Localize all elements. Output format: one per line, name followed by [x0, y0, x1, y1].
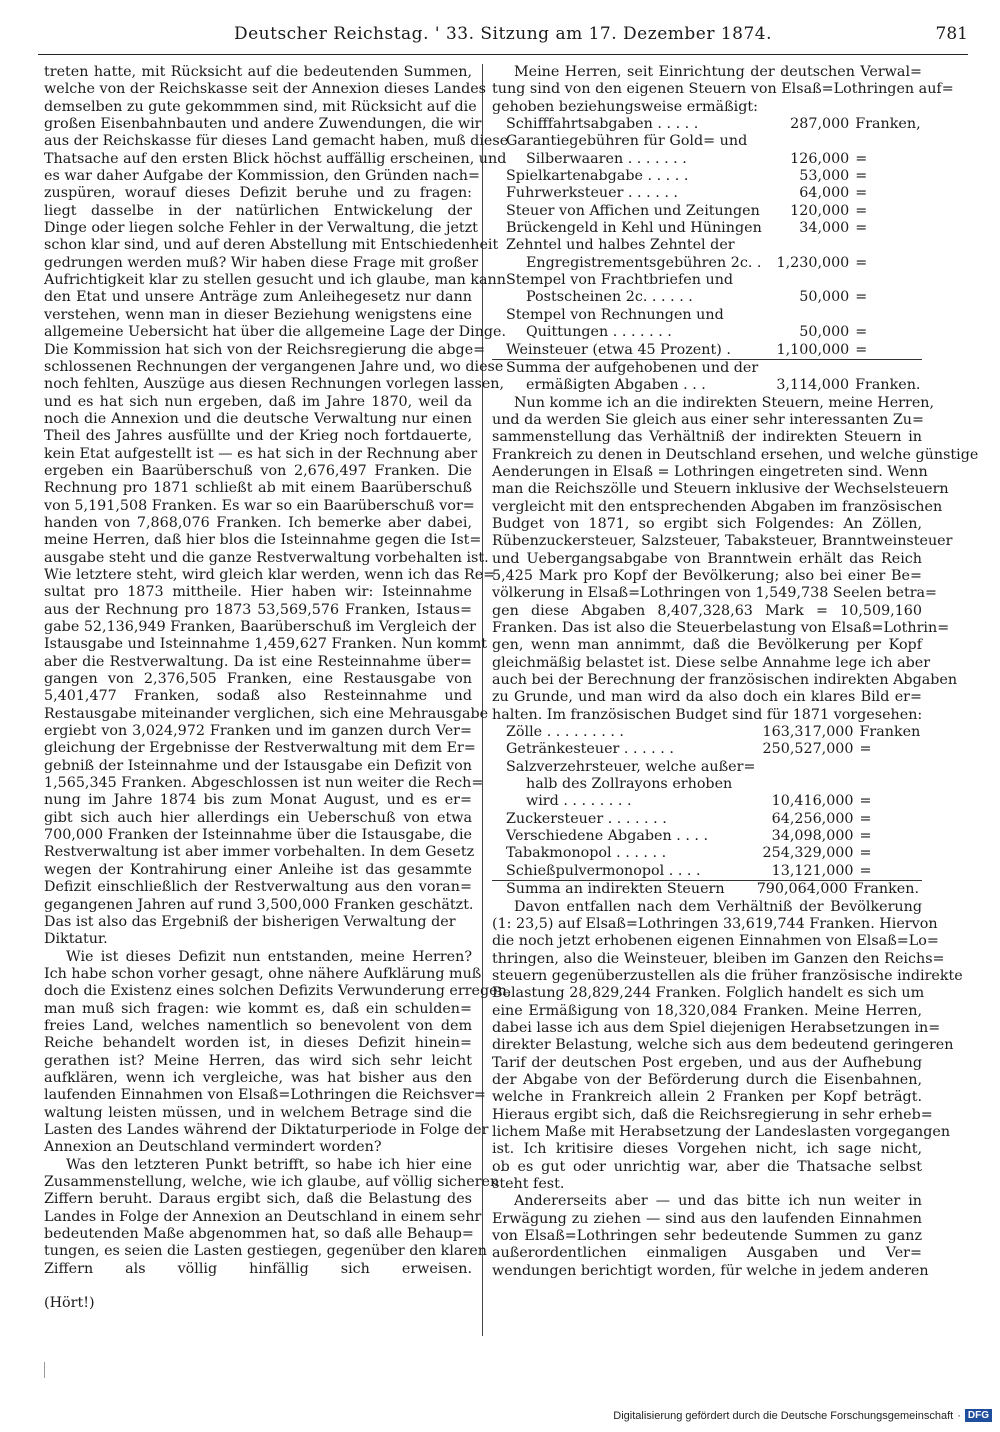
tax-unit: =	[859, 793, 872, 810]
text-line: eine Ermäßigung von 18,320,084 Franken. Meine Herren,	[492, 1002, 922, 1019]
text-line: ist. Ich kritisire dieses Vorgehen nicht, ich sage nicht,	[492, 1141, 922, 1158]
tax-amount: 64,256,000	[771, 810, 854, 827]
text-line: Ich habe schon vorher gesagt, ohne nähere Aufklärung muß	[44, 965, 482, 982]
tax-amount	[759, 776, 853, 793]
text-line: Restverwaltung ist aber immer vorbehalten. In dem Gesetz	[44, 844, 475, 861]
text-line: gerathen ist? Meine Herren, das wird sich sehr leicht	[44, 1052, 472, 1069]
tax-label: Schießpulvermonopol . . . .	[506, 862, 701, 879]
text-line: (Hört!)	[44, 1295, 95, 1312]
text-line: gehoben beziehungsweise ermäßigt:	[492, 98, 758, 115]
text-line: gleichung der Ergebnisse der Restverwaltung mit dem Er=	[44, 740, 476, 757]
text-line: aus der Reichskasse für dieses Land gemacht haben, muß diese	[44, 133, 509, 150]
dfg-logo: DFG	[965, 1409, 992, 1422]
text-line: gegangenen Jahren auf rund 3,500,000 Franken geschätzt.	[44, 896, 474, 913]
text-line: vergleicht mit den entsprechenden Abgaben im französischen	[492, 498, 943, 515]
text-line: dabei lasse ich aus dem Spiel diejenigen Herabsetzungen in=	[492, 1019, 941, 1036]
right-intro	[492, 64, 954, 116]
tax-row	[492, 237, 922, 254]
text-line: halten. Im französischen Budget sind für 1871 vorgesehen:	[492, 706, 923, 723]
french-sum-table	[492, 880, 922, 898]
tax-label: Steuer von Affichen und Zeitungen	[506, 202, 760, 219]
tax-label: Summa der aufgehobenen und der	[492, 359, 764, 377]
tax-row	[492, 741, 922, 758]
text-line: ergeben ein Baarüberschuß von 2,676,497 Franken. Die	[44, 462, 472, 479]
text-line: kein Etat aufgestellt ist — es hat sich in der Rechnung aber	[44, 445, 478, 462]
tax-label: Stempel von Frachtbriefen und	[506, 272, 734, 289]
tax-row	[492, 185, 922, 202]
text-line: Lasten des Landes während der Diktaturperiode in Folge der	[44, 1121, 489, 1138]
tax-unit: =	[859, 862, 872, 879]
tax-row	[492, 377, 922, 394]
text-line: und es hat sich nun ergeben, daß im Jahre 1870, weil da	[44, 393, 472, 410]
text-line: und da werden Sie gleich aus einer sehr interessanten Zu=	[492, 411, 924, 428]
tax-label: Brückengeld in Kehl und Hüningen	[506, 220, 762, 237]
text-line: waltung leisten müssen, und in welchem Betrage sind die	[44, 1104, 472, 1121]
tax-unit: =	[855, 202, 868, 219]
tax-amount	[759, 759, 853, 776]
tax-row	[492, 324, 922, 341]
text-line: Andererseits aber — und das bitte ich nun weiter in	[514, 1193, 922, 1210]
text-line: Belastung 28,829,244 Franken. Folglich handelt es sich um	[492, 985, 925, 1002]
tax-label: Fuhrwerksteuer . . . . . .	[506, 185, 678, 202]
text-line: tungen, es seien die Lasten gestiegen, gegenüber den klaren	[44, 1243, 487, 1260]
tax-unit: =	[855, 220, 868, 237]
text-line: allgemeine Uebersicht hat über die allgemeine Lage der Dinge.	[44, 324, 507, 341]
text-line: Reiche behandelt worden ist, in dieses Defizit hinein=	[44, 1035, 472, 1052]
text-line: Meine Herren, seit Einrichtung der deutschen Verwal=	[514, 64, 922, 80]
text-line: gen diese Abgaben 8,407,328,63 Mark = 10,509,160	[492, 602, 922, 619]
text-line: gleichmäßig belastet ist. Diese selbe Annahme lege ich aber	[492, 654, 931, 671]
tax-label: Engregistrementsgebühren 2c. .	[526, 254, 762, 271]
text-line: Landes in Folge der Annexion an Deutschland in einem sehr	[44, 1208, 482, 1225]
text-line: (1: 23,5) auf Elsaß=Lothringen 33,619,744 Franken. Hiervon	[492, 915, 938, 932]
abolished-sum-table	[492, 359, 922, 395]
tax-row	[492, 845, 922, 862]
tax-label: Postscheinen 2c. . . . . .	[526, 289, 693, 306]
tax-row	[492, 220, 922, 237]
text-line: man die Reichszölle und Steuern inklusive der Wechselsteuern	[492, 481, 949, 498]
text-line: gangen von 2,376,505 Franken, eine Restausgabe von	[44, 671, 472, 688]
text-line: wegen der Kontrahirung einer Anleihe ist das gesammte	[44, 861, 472, 878]
tax-label: Quittungen . . . . . . .	[526, 324, 672, 341]
text-line: gabe 52,136,949 Franken, Baarüberschuß im Vergleich der	[44, 619, 476, 635]
tax-amount: 287,000	[790, 116, 850, 133]
tax-unit: =	[855, 289, 868, 306]
text-line: Franken. Das ist also die Steuerbelastung von Elsaß=Lothrin=	[492, 620, 950, 636]
tax-row	[492, 203, 922, 220]
text-line: schlossenen Rechnungen der vergangenen Jahre und, wo diese	[44, 358, 504, 375]
text-line: zu Grunde, und man wird da also doch ein klares Bild er=	[492, 689, 922, 706]
tax-amount: 34,000	[799, 220, 850, 237]
tax-unit	[849, 272, 922, 289]
text-line: Aenderungen in Elsaß = Lothringen eingetreten sind. Wenn	[492, 463, 928, 480]
running-title: Deutscher Reichstag. ' 33. Sitzung am 17. Dezember 1874.	[233, 24, 773, 44]
text-line: und Uebergangsabgabe von Branntwein erhält das Reich	[492, 550, 922, 567]
footer	[613, 1409, 992, 1422]
tax-amount	[764, 359, 849, 377]
text-line: von Elsaß=Lothringen sehr bedeutende Summen zu ganz	[492, 1228, 922, 1245]
text-line: bedeutenden Maße abgenommen hat, so daß alle Behaup=	[44, 1226, 474, 1243]
page-header	[38, 20, 968, 55]
text-line: steht fest.	[492, 1176, 565, 1192]
tax-amount: 126,000	[790, 150, 850, 167]
tax-label: Getränkesteuer . . . . . .	[506, 741, 674, 758]
text-line: man muß sich fragen: wie kommt es, daß ein schulden=	[44, 1000, 472, 1017]
text-line: handen von 7,868,076 Franken. Ich bemerke aber dabei,	[44, 514, 472, 531]
tax-amount	[766, 237, 849, 254]
text-line: Was den letzteren Punkt betrifft, so habe ich hier eine	[66, 1156, 472, 1173]
tax-row	[492, 151, 922, 168]
text-line: Budget von 1871, so ergibt sich Folgendes: An Zöllen,	[492, 515, 922, 532]
text-line: Tarif der deutschen Post ergeben, und aus der Aufhebung	[492, 1054, 922, 1071]
text-line: 1,565,345 Franken. Abgeschlossen ist nun weiter die Rech=	[44, 775, 484, 792]
tax-amount: 120,000	[790, 202, 850, 219]
text-line: Rechnung pro 1871 schließt ab mit einem Baarüberschuß	[44, 480, 472, 497]
right-middle-text	[492, 394, 979, 725]
text-line: Dinge oder liegen solche Fehler in der Verwaltung, die jetzt	[44, 220, 478, 237]
text-line: Ziffern beruht. Daraus ergibt sich, daß die Belastung des	[44, 1191, 472, 1208]
tax-row	[492, 724, 922, 741]
sum-unit: Franken.	[848, 881, 922, 899]
text-line: aus der Rechnung pro 1873 53,569,576 Franken, Istaus=	[44, 601, 472, 618]
tax-unit: =	[855, 185, 868, 202]
tax-label: Spielkartenabgabe . . . . .	[506, 168, 689, 185]
text-line: den Etat und unsere Anträge zum Anleihegesetz nur dann	[44, 289, 472, 306]
tax-unit	[854, 759, 922, 776]
tax-label: Tabakmonopol . . . . . .	[506, 845, 667, 862]
tax-label: Zuckersteuer . . . . . . .	[506, 810, 667, 827]
text-line: völkerung in Elsaß=Lothringen von 1,549,738 Seelen betra=	[492, 585, 938, 602]
text-line: demselben zu gute gekommmen sind, mit Rücksicht auf die	[44, 98, 477, 115]
text-line: Restausgabe miteinander verglichen, sich eine Mehrausgabe	[44, 705, 489, 722]
text-line: Theil des Jahres ausfüllte und der Krieg noch fortdauerte,	[44, 428, 472, 445]
text-line: die noch jetzt erhobenen eigenen Einnahmen von Elsaß=Lo=	[492, 933, 939, 950]
abolished-taxes-table	[492, 116, 922, 359]
text-line: noch die Annexion und die deutsche Verwaltung nur einen	[44, 410, 472, 427]
text-line: gibt sich auch hier allerdings ein Ueberschuß von etwa	[44, 809, 472, 826]
tax-amount: 53,000	[799, 168, 850, 185]
tax-amount: 1,100,000	[776, 341, 850, 358]
text-line: 700,000 Franken der Isteinnahme über die Istausgabe, die	[44, 827, 472, 844]
footer-text: Digitalisierung gefördert durch die Deutsche Forschungsgemeinschaft	[613, 1409, 954, 1422]
text-line: gedrungen werden muß? Wir haben diese Frage mit großer	[44, 254, 479, 271]
text-line: direkter Belastung, welche sich aus dem bedeutend geringeren	[492, 1037, 954, 1054]
text-line: der Abgabe von der Beförderung durch die Eisenbahnen,	[492, 1071, 922, 1088]
text-line: Thatsache auf den ersten Blick höchst auffällig erscheinen, und	[44, 150, 507, 167]
tax-label: Salzverzehrsteuer, welche außer=	[506, 758, 756, 775]
margin-mark	[44, 1362, 45, 1378]
text-line: lichem Maße mit Herabsetzung der Landeslasten vorgegangen	[492, 1123, 951, 1140]
text-line: nung im Jahre 1874 bis zum Monat August, und es er=	[44, 792, 472, 809]
text-line: aber die Restverwaltung. Da ist eine Resteinnahme über=	[44, 653, 472, 670]
tax-unit: =	[859, 810, 872, 827]
text-line: noch fehlten, Auszüge aus diesen Rechnungen vorlegen lassen,	[44, 376, 505, 393]
page-number: 781	[935, 24, 968, 44]
tax-row	[492, 776, 922, 793]
text-line: ergiebt von 3,024,972 Franken und im ganzen durch Ver=	[44, 723, 472, 740]
text-line: Davon entfallen nach dem Verhältniß der Bevölkerung	[514, 898, 922, 915]
text-line: Hieraus ergibt sich, daß die Reichsregierung in sehr erheb=	[492, 1106, 933, 1123]
tax-row	[492, 289, 922, 306]
text-line: welche von der Reichskasse seit der Annexion dieses Landes	[44, 81, 487, 98]
column-divider	[482, 64, 483, 1336]
tax-unit	[849, 307, 922, 324]
tax-unit: =	[855, 324, 868, 341]
text-line: freies Land, welches namentlich so benevolent von dem	[44, 1017, 472, 1034]
sum-amount: 790,064,000	[745, 881, 848, 899]
text-line: thringen, also die Weinsteuer, bleiben im Ganzen den Reichs=	[492, 950, 945, 967]
text-line: 5,401,477 Franken, sodaß also Resteinnahme und	[44, 688, 472, 705]
tax-amount: 3,114,000	[776, 377, 850, 394]
tax-label: wird . . . . . . . .	[526, 793, 632, 810]
tax-unit	[854, 776, 922, 793]
text-line: wendungen berichtigt worden, für welche in jedem anderen	[492, 1262, 929, 1279]
tax-row	[492, 272, 922, 289]
tax-row	[492, 116, 922, 133]
tax-label: ermäßigten Abgaben . . .	[526, 377, 706, 394]
tax-amount: 10,416,000	[771, 793, 854, 810]
text-line: Aufrichtigkeit klar zu stellen gesucht und ich glaube, man kann	[44, 272, 506, 289]
tax-unit: =	[855, 254, 868, 271]
text-line: treten hatte, mit Rücksicht auf die bedeutenden Summen,	[44, 64, 472, 80]
tax-label: Garantiegebühren für Gold= und	[506, 133, 748, 150]
tax-row	[492, 759, 922, 776]
text-line: ob es gut oder unrichtig war, aber die Thatsache selbst	[492, 1158, 922, 1175]
text-line: Annexion an Deutschland vermindert worden?	[44, 1139, 382, 1156]
text-line: sultat pro 1873 mittheile. Hier haben wir: Isteinnahme	[44, 584, 472, 601]
tax-amount: 50,000	[799, 289, 850, 306]
text-line: aufklären, wenn ich vergleiche, was hat bisher aus den	[44, 1069, 472, 1086]
text-line: Istausgabe und Isteinnahme 1,459,627 Franken. Nun kommt	[44, 636, 488, 653]
tax-row	[492, 359, 922, 377]
tax-row	[492, 133, 922, 150]
tax-unit: =	[859, 741, 872, 758]
tax-amount: 1,230,000	[776, 254, 850, 271]
tax-amount: 13,121,000	[771, 862, 854, 879]
tax-amount: 64,000	[799, 185, 850, 202]
text-line	[44, 1278, 472, 1295]
right-column	[492, 64, 979, 1280]
text-line: Ziffern als völlig hinfällig sich erweisen.	[44, 1260, 472, 1277]
text-line: Das ist also das Ergebniß der bisherigen Verwaltung der	[44, 913, 456, 930]
text-line: zuspüren, worauf dieses Defizit beruhe und zu fragen:	[44, 185, 472, 202]
tax-row	[492, 863, 922, 880]
text-line: außerordentlichen einmaligen Ausgaben und Ver=	[492, 1245, 922, 1262]
tax-row	[492, 828, 922, 845]
text-line: Defizit einschließlich der Restverwaltung aus den voran=	[44, 879, 472, 896]
text-line: doch die Existenz eines solchen Defizits Verwunderung erregen,	[44, 983, 512, 1000]
text-line: gebniß der Isteinnahme und der Istausgabe ein Defizit von	[44, 757, 472, 774]
tax-unit: =	[855, 168, 868, 185]
tax-label: Verschiedene Abgaben . . . .	[506, 828, 709, 845]
tax-label: Zehntel und halbes Zehntel der	[506, 237, 735, 254]
text-line: Diktatur.	[44, 931, 108, 948]
tax-amount	[766, 307, 849, 324]
text-line: schon klar sind, und auf deren Abstellung mit Entschiedenheit	[44, 237, 499, 254]
text-line: Rübenzuckersteuer, Salzsteuer, Tabaksteuer, Branntweinsteuer	[492, 533, 953, 550]
text-line: es war daher Aufgabe der Kommission, den Gründen nach=	[44, 168, 480, 185]
tax-label: Stempel von Rechnungen und	[506, 306, 724, 323]
tax-unit: Franken.	[855, 377, 921, 394]
tax-unit: =	[859, 845, 872, 862]
text-line: Nun komme ich an die indirekten Steuern, meine Herren,	[514, 394, 935, 411]
tax-unit: =	[855, 150, 868, 167]
tax-amount: 254,329,000	[762, 845, 854, 862]
text-line: welche in Frankreich allein 2 Franken per Kopf beträgt.	[492, 1089, 922, 1106]
text-line: steuern gegenüberzustellen als die früher französische indirekte	[492, 967, 963, 984]
tax-amount: 50,000	[799, 324, 850, 341]
tax-unit	[849, 133, 922, 150]
text-line: tung sind von den eigenen Steuern von Elsaß=Lothringen auf=	[492, 81, 954, 98]
tax-label: Silberwaaren . . . . . . .	[526, 150, 687, 167]
tax-amount: 250,527,000	[762, 741, 854, 758]
tax-unit	[849, 237, 922, 254]
text-line: Die Kommission hat sich von der Reichsregierung die abge=	[44, 341, 486, 358]
text-line: gen, wenn man annimmt, daß die Bevölkerung per Kopf	[492, 637, 922, 654]
tax-unit: Franken	[859, 724, 921, 741]
tax-row	[492, 168, 922, 185]
tax-amount: 163,317,000	[762, 724, 854, 741]
tax-row	[492, 307, 922, 324]
footer-separator: ·	[957, 1409, 961, 1422]
text-line: Zusammenstellung, welche, wie ich glaube, auf völlig sicheren	[44, 1174, 500, 1190]
french-taxes-table	[492, 724, 922, 880]
tax-amount: 34,098,000	[771, 828, 854, 845]
text-line: Frankreich zu denen in Deutschland ersehen, und welche günstige	[492, 446, 979, 463]
tax-unit: =	[859, 828, 872, 845]
text-line: laufenden Einnahmen von Elsaß=Lothringen die Reichsver=	[44, 1087, 486, 1104]
text-line: großen Eisenbahnbauten und andere Zuwendungen, die wir	[44, 116, 482, 133]
text-line: auch bei der Berechnung der französischen indirekten Abgaben	[492, 672, 958, 689]
tax-row	[492, 342, 922, 359]
french-sum-row	[492, 881, 922, 899]
sum-label: Summa an indirekten Steuern	[492, 881, 745, 899]
tax-unit: =	[855, 341, 868, 358]
text-line: meine Herren, daß hier blos die Isteinnahme gegen die Ist=	[44, 532, 482, 549]
right-end-text	[492, 898, 963, 1281]
tax-row	[492, 811, 922, 828]
tax-unit: Franken,	[855, 116, 921, 133]
text-line: Wie ist dieses Defizit nun entstanden, meine Herren?	[66, 948, 472, 965]
text-line: sammenstellung das Verhältniß der indirekten Steuern in	[492, 429, 922, 446]
text-line: ausgabe steht und die ganze Restverwaltung vorbehalten ist.	[44, 549, 489, 566]
tax-label: Schifffahrtsabgaben . . . . .	[506, 116, 699, 133]
tax-label: Weinsteuer (etwa 45 Prozent) .	[506, 341, 731, 358]
tax-label: Zölle . . . . . . . . .	[506, 724, 624, 741]
text-line: 5,425 Mark pro Kopf der Bevölkerung; also bei einer Be=	[492, 567, 922, 584]
tax-row	[492, 793, 922, 810]
text-line: liegt dasselbe in der natürlichen Entwickelung der	[44, 202, 472, 219]
text-line: Wie letztere steht, wird gleich klar werden, wenn ich das Re=	[44, 566, 496, 583]
tax-row	[492, 255, 922, 272]
tax-unit	[849, 359, 922, 377]
tax-amount	[766, 133, 849, 150]
text-line: verstehen, wenn man in dieser Beziehung wenigstens eine	[44, 306, 472, 323]
tax-label: halb des Zollrayons erhoben	[526, 776, 733, 793]
text-line: von 5,191,508 Franken. Es war so ein Baarüberschuß vor=	[44, 497, 475, 514]
left-column	[44, 64, 512, 1313]
text-line: Erwägung zu ziehen — sind aus den laufenden Einnahmen	[492, 1210, 922, 1227]
tax-amount	[766, 272, 849, 289]
